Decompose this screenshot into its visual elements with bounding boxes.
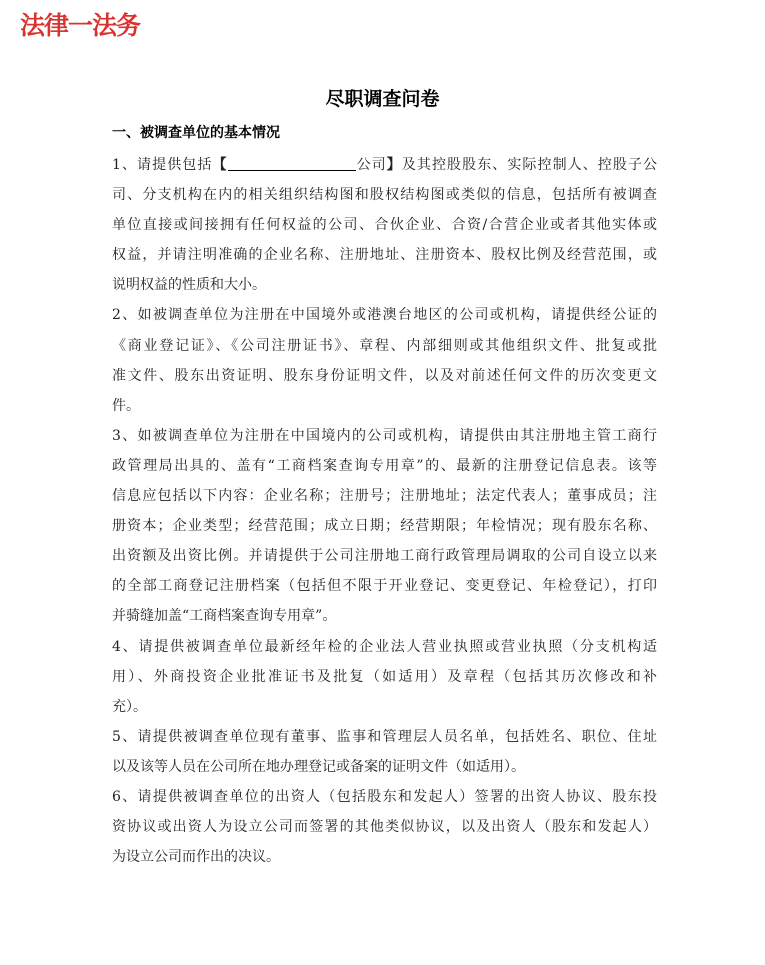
company-name-blank bbox=[228, 154, 356, 171]
bracket-open: 【 bbox=[212, 157, 228, 173]
paragraph-1-suffix: 及其控股股东、实际控制人、控股子公 bbox=[401, 157, 658, 173]
document-body bbox=[112, 150, 657, 872]
paragraph-line: 资协议或出资人为设立公司而签署的其他类似协议，以及出资人（股东和发起人） bbox=[112, 819, 657, 836]
paragraph-line: 说明权益的性质和大小。 bbox=[112, 277, 266, 294]
paragraph-line: 4、请提供被调查单位最新经年检的企业法人营业执照或营业执照（分支机构适 bbox=[112, 638, 657, 655]
paragraph-line: 件。 bbox=[112, 397, 140, 414]
paragraph-line: 单位直接或间接拥有任何权益的公司、合伙企业、合资/合营企业或者其他实体或 bbox=[112, 217, 657, 234]
paragraph-1-prefix: 1、请提供包括 bbox=[112, 157, 213, 173]
page-title: 尽职调查问卷 bbox=[325, 88, 440, 110]
paragraph-line: 准文件、股东出资证明、股东身份证明文件，以及对前述任何文件的历次变更文 bbox=[112, 367, 657, 384]
paragraph-line: 以及该等人员在公司所在地办理登记或备案的证明文件（如适用）。 bbox=[112, 758, 525, 775]
paragraph-line: 出资额及出资比例。并请提供于公司注册地工商行政管理局调取的公司自设立以来 bbox=[112, 548, 657, 565]
paragraph-1-line-1 bbox=[112, 150, 657, 180]
paragraph-line: 《商业登记证》、《公司注册证书》、章程、内部细则或其他组织文件、批复或批 bbox=[112, 337, 657, 354]
paragraph-line: 5、请提供被调查单位现有董事、监事和管理层人员名单，包括姓名、职位、住址 bbox=[112, 728, 657, 745]
paragraph-line: 并骑缝加盖“工商档案查询专用章”。 bbox=[112, 608, 337, 625]
brand-logo bbox=[20, 6, 140, 42]
paragraph-line: 2、如被调查单位为注册在中国境外或港澳台地区的公司或机构，请提供经公证的 bbox=[112, 307, 657, 324]
paragraph-line: 信息应包括以下内容：企业名称；注册号；注册地址；法定代表人；董事成员；注 bbox=[112, 488, 657, 505]
bracket-close: 】 bbox=[386, 157, 402, 173]
paragraph-line: 6、请提供被调查单位的出资人（包括股东和发起人）签署的出资人协议、股东投 bbox=[112, 788, 657, 805]
paragraph-line: 政管理局出具的、盖有“工商档案查询专用章”的、最新的注册登记信息表。该等 bbox=[112, 457, 657, 474]
paragraph-line: 3、如被调查单位为注册在中国境内的公司或机构，请提供由其注册地主管工商行 bbox=[112, 427, 657, 444]
paragraph-line: 司、分支机构在内的相关组织结构图和股权结构图或类似的信息，包括所有被调查 bbox=[112, 187, 657, 204]
brand-logo-text: 法律一法务 bbox=[20, 11, 141, 40]
paragraph-line: 的全部工商登记注册档案（包括但不限于开业登记、变更登记、年检登记），打印 bbox=[112, 578, 657, 595]
paragraph-line: 册资本；企业类型；经营范围；成立日期；经营期限；年检情况；现有股东名称、 bbox=[112, 518, 657, 535]
paragraph-line: 权益，并请注明准确的企业名称、注册地址、注册资本、股权比例及经营范围，或 bbox=[112, 247, 657, 264]
paragraph-line: 用）、外商投资企业批准证书及批复（如适用）及章程（包括其历次修改和补 bbox=[112, 668, 657, 685]
section-heading: 一、被调查单位的基本情况 bbox=[112, 125, 280, 141]
paragraph-line: 为设立公司而作出的决议。 bbox=[112, 849, 280, 866]
paragraph-line: 充）。 bbox=[112, 698, 147, 715]
company-label: 公司 bbox=[355, 157, 387, 173]
